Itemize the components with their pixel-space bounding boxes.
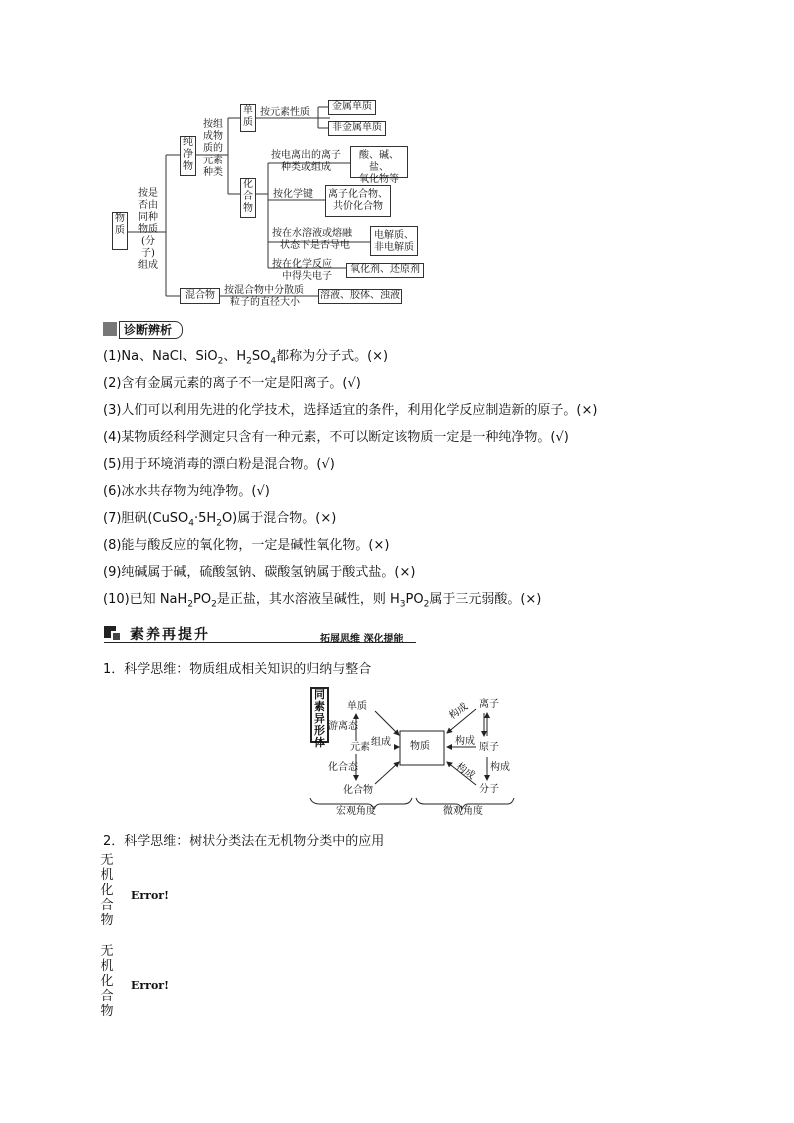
diag-compound: 化合物: [343, 785, 373, 796]
section2-title: 素养再提升: [130, 627, 210, 643]
tree-metal: 金属单质: [328, 100, 376, 115]
tree-c2-result-b: 共价化合物: [333, 201, 383, 212]
diag-atom: 原子: [479, 742, 499, 753]
tree-m-criterion-a: 按混合物中分散质: [224, 285, 304, 296]
tree-element: 单质: [243, 105, 253, 128]
tree-c2-criterion: 按化学键: [273, 189, 313, 200]
tree-c4-criterion-a: 按在化学反应: [272, 259, 332, 270]
item-10: (10)已知 $NaH_2PO_2$是正盐，其水溶液呈碱性，则 $H_3PO_2$属于三元弱酸。(×): [103, 592, 542, 610]
diag-molecule: 分子: [479, 784, 499, 795]
tree-compound: 化合物: [243, 179, 253, 214]
item-7: (7)胆矾$(CuSO_4\cdot 5H_2O)$属于混合物。(×): [103, 511, 337, 529]
tree-c3-criterion-b: 状态下是否导电: [280, 240, 350, 251]
tree-root: 物质: [115, 213, 125, 236]
tree-c4-result: 氧化剂、还原剂: [346, 263, 424, 278]
diag-header: 诊断辨析: [119, 321, 183, 339]
tree-c1-result-a: 酸、碱、盐、: [359, 150, 399, 173]
item-4: (4)某物质经科学测定只含有一种元素，不可以断定该物质一定是一种纯净物。(√): [103, 430, 569, 445]
question-2: 2．科学思维：树状分类法在无机物分类中的应用: [103, 834, 385, 849]
error-text-2: Error!: [131, 979, 169, 992]
tree-root-criterion: 按是否由同种物质(分子)组成: [138, 188, 158, 271]
item-9: (9)纯碱属于碱，硫酸氢钠、碳酸氢钠属于酸式盐。(×): [103, 565, 416, 580]
error-text-1: Error!: [131, 889, 169, 902]
diag-combined: 化合态: [328, 762, 358, 773]
question-1: 1．科学思维：物质组成相关知识的归纳与整合: [103, 662, 372, 677]
item-6: (6)冰水共存物为纯净物。(√): [103, 484, 270, 499]
item-8: (8)能与酸反应的氧化物，一定是碱性氧化物。(×): [103, 538, 390, 553]
diag-substance: 物质: [410, 741, 430, 752]
tree-c2-result-a: 离子化合物、: [328, 189, 388, 200]
diag-compose: 组成: [371, 737, 391, 748]
item-1: (1)Na、NaCl、SiO$_2$、$H_2SO_4$都称为分子式。(×): [103, 349, 389, 367]
diag-form-ion: 构成: [447, 701, 471, 722]
diag-simple: 单质: [347, 701, 367, 712]
tree-c1-criterion-b: 种类或组成: [281, 162, 331, 173]
tree-c3-result-b: 非电解质: [374, 242, 414, 253]
item-3: (3)人们可以利用先进的化学技术，选择适宜的条件，利用化学反应制造新的原子。(×): [103, 403, 598, 418]
item-2: (2)含有金属元素的离子不一定是阳离子。(√): [103, 376, 361, 391]
tree-m-criterion-b: 粒子的直径大小: [230, 297, 300, 308]
isomer-box: 同素异形体: [310, 687, 329, 743]
item-5: (5)用于环境消毒的漂白粉是混合物。(√): [103, 457, 335, 472]
tree-c1-result-b: 氧化物等: [359, 174, 399, 185]
diag-micro: 微观角度: [443, 806, 483, 817]
tree-element-criterion: 按元素性质: [260, 107, 310, 118]
diag-form-atom: 构成: [455, 736, 475, 747]
diag-ion: 离子: [479, 699, 499, 710]
diag-form-molecule: 构成: [453, 761, 477, 782]
tree-pure: 纯净物: [183, 137, 193, 172]
tree-pure-criterion: 按组成物质的元素种类: [203, 119, 223, 178]
tree-c4-criterion-b: 中得失电子: [282, 271, 332, 282]
diag-macro: 宏观角度: [336, 806, 376, 817]
inorganic-label-2: 无机化合物: [100, 944, 114, 1019]
tree-nonmetal: 非金属单质: [328, 121, 386, 136]
diag-form-atom-molecule: 构成: [490, 762, 510, 773]
diag-free: 游离态: [328, 721, 358, 732]
tree-c1-criterion-a: 按电离出的离子: [271, 150, 341, 161]
tree-c3-result-a: 电解质、: [374, 230, 414, 241]
tree-m-result: 溶液、胶体、浊液: [318, 289, 402, 304]
diag-element: 元素: [350, 742, 370, 753]
tree-mixture: 混合物: [180, 288, 220, 304]
inorganic-label-1: 无机化合物: [100, 853, 114, 928]
section2-subtitle: 拓展思维 深化提能: [320, 634, 404, 645]
tree-c3-criterion-a: 按在水溶液或熔融: [272, 228, 352, 239]
